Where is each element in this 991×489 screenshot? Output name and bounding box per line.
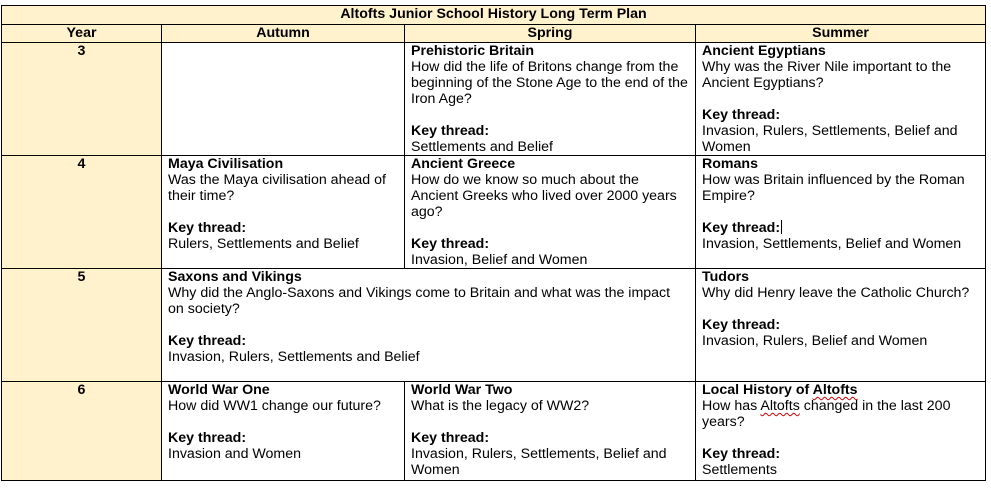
header-autumn[interactable]: Autumn xyxy=(162,25,405,43)
key-thread-value: Settlements xyxy=(702,462,777,478)
topic-question: How do we know so much about the Ancient Greeks who lived over 2000 years ago? xyxy=(411,172,677,220)
topic-cell[interactable] xyxy=(696,156,986,269)
key-thread-label: Key thread: xyxy=(168,430,247,446)
topic-title: Maya Civilisation xyxy=(168,156,284,172)
key-thread-value: Settlements and Belief xyxy=(411,139,553,155)
spellcheck-word: Altofts xyxy=(812,382,858,398)
table-row xyxy=(2,43,986,156)
year-cell[interactable]: 3 xyxy=(2,43,162,156)
topic-cell[interactable] xyxy=(162,382,405,481)
key-thread-label: Key thread: xyxy=(411,236,490,252)
key-thread-label: Key thread: xyxy=(702,446,781,462)
table-row xyxy=(2,269,986,382)
key-thread-value: Invasion, Belief and Women xyxy=(411,252,588,268)
key-thread-label: Key thread: xyxy=(168,220,247,236)
topic-cell[interactable] xyxy=(405,382,696,481)
topic-cell-merged[interactable] xyxy=(162,269,696,382)
text-cursor xyxy=(781,220,782,234)
topic-title: Ancient Egyptians xyxy=(702,43,826,59)
topic-question: Why did Henry leave the Catholic Church? xyxy=(702,285,970,301)
topic-cell[interactable] xyxy=(405,43,696,156)
table-row xyxy=(2,382,986,481)
key-thread-label: Key thread: xyxy=(411,123,490,139)
topic-title: Saxons and Vikings xyxy=(168,269,302,285)
header-spring[interactable]: Spring xyxy=(405,25,696,43)
question-text-end: changed in the last 200 years? xyxy=(702,398,951,430)
key-thread-value: Rulers, Settlements and Belief xyxy=(168,236,359,252)
topic-cell[interactable] xyxy=(405,156,696,269)
year-cell[interactable]: 5 xyxy=(2,269,162,382)
topic-title: World War One xyxy=(168,382,270,398)
table-row xyxy=(2,156,986,269)
topic-question: How was Britain influenced by the Roman Empire? xyxy=(702,172,965,204)
empty-cell[interactable] xyxy=(162,43,405,156)
topic-question: Was the Maya civilisation ahead of their time? xyxy=(168,172,386,204)
topic-title: Romans xyxy=(702,156,758,172)
year-cell[interactable]: 6 xyxy=(2,382,162,481)
topic-cell[interactable] xyxy=(696,382,986,481)
key-thread-label: Key thread: xyxy=(702,220,781,236)
topic-title: Prehistoric Britain xyxy=(411,43,534,59)
topic-title: World War Two xyxy=(411,382,513,398)
header-row xyxy=(2,25,986,43)
topic-question xyxy=(702,398,979,430)
key-thread-label: Key thread: xyxy=(702,317,781,333)
topic-cell[interactable] xyxy=(162,156,405,269)
topic-title xyxy=(702,382,979,398)
topic-question: Why did the Anglo-Saxons and Vikings come to Britain and what was the impact on society? xyxy=(168,285,671,317)
header-year[interactable]: Year xyxy=(2,25,162,43)
topic-cell[interactable] xyxy=(696,269,986,382)
spellcheck-word: Altofts xyxy=(760,398,800,414)
topic-cell[interactable] xyxy=(696,43,986,156)
key-thread-value: Invasion, Rulers, Settlements, Belief and Women xyxy=(702,123,958,155)
topic-question: Why was the River Nile important to the Ancient Egyptians? xyxy=(702,59,952,91)
title-row xyxy=(2,6,986,25)
key-thread-value: Invasion, Rulers, Belief and Women xyxy=(702,333,928,349)
topic-title: Tudors xyxy=(702,269,750,285)
topic-title: Ancient Greece xyxy=(411,156,516,172)
question-text-start: How has xyxy=(702,398,761,414)
table-title[interactable]: Altofts Junior School History Long Term Plan xyxy=(2,6,986,25)
key-thread-value: Invasion and Women xyxy=(168,446,302,462)
topic-question: How did WW1 change our future? xyxy=(168,398,381,414)
key-thread-label-with-caret xyxy=(702,220,979,236)
topic-question: How did the life of Britons change from the beginning of the Stone Age to the end of the Iron Age? xyxy=(411,59,688,107)
key-thread-value: Invasion, Settlements, Belief and Women xyxy=(702,236,962,252)
year-cell[interactable]: 4 xyxy=(2,156,162,269)
topic-question: What is the legacy of WW2? xyxy=(411,398,590,414)
history-plan-table xyxy=(1,5,986,481)
topic-title-text: Local History of xyxy=(702,382,813,398)
key-thread-value: Invasion, Rulers, Settlements, Belief and Women xyxy=(411,446,667,478)
key-thread-label: Key thread: xyxy=(411,430,490,446)
key-thread-value: Invasion, Rulers, Settlements and Belief xyxy=(168,349,420,365)
key-thread-label: Key thread: xyxy=(168,333,247,349)
header-summer[interactable]: Summer xyxy=(696,25,986,43)
key-thread-label: Key thread: xyxy=(702,107,781,123)
